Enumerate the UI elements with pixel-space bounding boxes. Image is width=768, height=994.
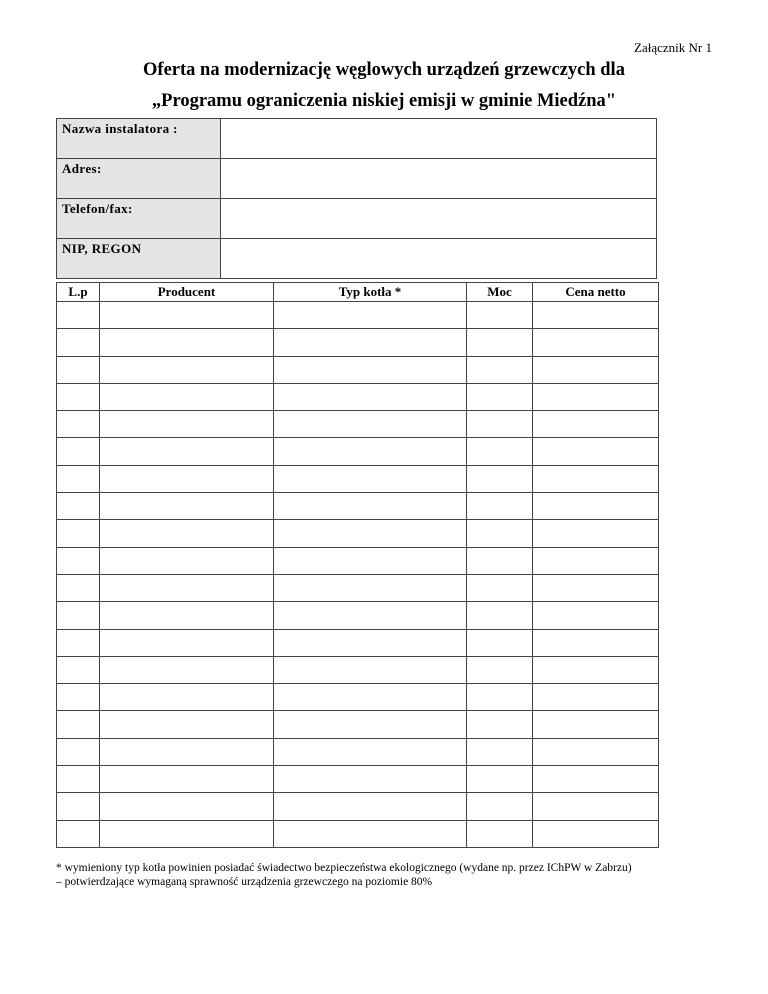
offer-cell[interactable] — [467, 711, 533, 738]
offer-cell[interactable] — [100, 520, 274, 547]
offer-cell[interactable] — [467, 493, 533, 520]
footnote-line1: * wymieniony typ kotła powinien posiadać świadectwo bezpieczeństwa ekologicznego (wydane np. przez IChPW w Zabrzu) — [56, 862, 632, 874]
info-value-name[interactable] — [221, 119, 657, 159]
offer-row — [57, 820, 659, 847]
offer-cell[interactable] — [533, 738, 659, 765]
info-row-phone — [57, 199, 657, 239]
offer-cell[interactable] — [100, 383, 274, 410]
offer-cell[interactable] — [533, 465, 659, 492]
offer-cell[interactable] — [533, 793, 659, 820]
offer-cell[interactable] — [467, 738, 533, 765]
offer-cell[interactable] — [100, 302, 274, 329]
offer-cell[interactable] — [274, 574, 467, 601]
offer-cell[interactable] — [533, 820, 659, 847]
installer-info-table — [56, 118, 657, 279]
offer-cell[interactable] — [467, 356, 533, 383]
offer-cell[interactable] — [100, 711, 274, 738]
offer-cell[interactable] — [467, 793, 533, 820]
offer-cell[interactable] — [533, 574, 659, 601]
offer-cell[interactable] — [274, 738, 467, 765]
offer-cell[interactable] — [100, 465, 274, 492]
offer-cell[interactable] — [274, 520, 467, 547]
offer-cell[interactable] — [274, 302, 467, 329]
offer-row — [57, 793, 659, 820]
offer-row — [57, 411, 659, 438]
offer-cell[interactable] — [533, 766, 659, 793]
offer-cell[interactable] — [57, 629, 100, 656]
form-title-line1: Oferta na modernizację węglowych urządzeń grzewczych dla — [143, 60, 625, 80]
offer-row — [57, 602, 659, 629]
offer-row — [57, 684, 659, 711]
offer-cell[interactable] — [274, 602, 467, 629]
offer-cell[interactable] — [467, 438, 533, 465]
offer-cell[interactable] — [533, 629, 659, 656]
offer-cell[interactable] — [274, 793, 467, 820]
offer-cell[interactable] — [100, 411, 274, 438]
offer-cell[interactable] — [533, 411, 659, 438]
offer-cell[interactable] — [274, 411, 467, 438]
footnote-line2: – potwierdzające wymaganą sprawność urządzenia grzewczego na poziomie 80% — [56, 876, 433, 888]
offer-cell[interactable] — [533, 438, 659, 465]
offer-cell[interactable] — [100, 329, 274, 356]
header-producer: Producent — [100, 283, 274, 302]
offer-cell[interactable] — [100, 438, 274, 465]
offer-row — [57, 766, 659, 793]
info-label-address: Adres: — [57, 159, 221, 199]
offer-cell[interactable] — [57, 738, 100, 765]
offer-cell[interactable] — [467, 629, 533, 656]
offer-cell[interactable] — [467, 383, 533, 410]
offer-cell[interactable] — [100, 547, 274, 574]
annex-label: Załącznik Nr 1 — [634, 40, 712, 55]
offer-cell[interactable] — [100, 574, 274, 601]
offer-cell[interactable] — [274, 493, 467, 520]
offer-cell[interactable] — [533, 520, 659, 547]
offer-cell[interactable] — [100, 738, 274, 765]
offer-cell[interactable] — [274, 766, 467, 793]
info-row-address — [57, 159, 657, 199]
offer-cell[interactable] — [100, 766, 274, 793]
offer-cell[interactable] — [533, 383, 659, 410]
offer-cell[interactable] — [467, 329, 533, 356]
offer-cell[interactable] — [467, 411, 533, 438]
offer-row — [57, 629, 659, 656]
offer-cell[interactable] — [57, 766, 100, 793]
offer-cell[interactable] — [274, 356, 467, 383]
offer-cell[interactable] — [533, 656, 659, 683]
offer-cell[interactable] — [100, 684, 274, 711]
offer-cell[interactable] — [467, 820, 533, 847]
offer-cell[interactable] — [274, 684, 467, 711]
offer-header-row — [57, 283, 659, 302]
offer-cell[interactable] — [100, 356, 274, 383]
offer-cell[interactable] — [57, 684, 100, 711]
offer-cell[interactable] — [467, 574, 533, 601]
info-value-address[interactable] — [221, 159, 657, 199]
offer-cell[interactable] — [274, 547, 467, 574]
offer-cell[interactable] — [57, 602, 100, 629]
offer-cell[interactable] — [533, 493, 659, 520]
info-label-nip: NIP, REGON — [57, 239, 221, 279]
info-label-name: Nazwa instalatora : — [57, 119, 221, 159]
info-value-phone[interactable] — [221, 199, 657, 239]
offer-cell[interactable] — [274, 383, 467, 410]
header-power: Moc — [467, 283, 533, 302]
offer-row — [57, 493, 659, 520]
offer-row — [57, 302, 659, 329]
offer-cell[interactable] — [467, 302, 533, 329]
offer-cell[interactable] — [533, 302, 659, 329]
offer-cell[interactable] — [533, 547, 659, 574]
offer-cell[interactable] — [274, 820, 467, 847]
offer-row — [57, 383, 659, 410]
offer-cell[interactable] — [467, 547, 533, 574]
offer-cell[interactable] — [57, 711, 100, 738]
footnote — [56, 861, 736, 889]
offer-cell[interactable] — [467, 656, 533, 683]
offer-row — [57, 465, 659, 492]
offer-row — [57, 356, 659, 383]
offer-cell[interactable] — [57, 411, 100, 438]
header-lp: L.p — [57, 283, 100, 302]
offer-cell[interactable] — [274, 438, 467, 465]
offer-cell[interactable] — [467, 520, 533, 547]
offer-cell[interactable] — [533, 684, 659, 711]
offer-cell[interactable] — [57, 656, 100, 683]
offer-cell[interactable] — [100, 629, 274, 656]
offer-cell[interactable] — [533, 356, 659, 383]
offer-cell[interactable] — [100, 602, 274, 629]
offer-cell[interactable] — [57, 820, 100, 847]
offer-cell[interactable] — [100, 656, 274, 683]
offer-cell[interactable] — [57, 520, 100, 547]
offer-cell[interactable] — [467, 684, 533, 711]
offer-cell[interactable] — [57, 547, 100, 574]
offer-cell[interactable] — [100, 793, 274, 820]
offer-row — [57, 738, 659, 765]
offer-row — [57, 656, 659, 683]
offer-cell[interactable] — [100, 493, 274, 520]
offer-cell[interactable] — [57, 383, 100, 410]
offer-cell[interactable] — [57, 465, 100, 492]
offer-cell[interactable] — [274, 711, 467, 738]
offer-cell[interactable] — [274, 656, 467, 683]
offer-cell[interactable] — [533, 602, 659, 629]
offer-cell[interactable] — [57, 574, 100, 601]
offer-cell[interactable] — [57, 356, 100, 383]
offer-cell[interactable] — [274, 629, 467, 656]
offer-cell[interactable] — [57, 493, 100, 520]
offer-row — [57, 574, 659, 601]
offer-cell[interactable] — [100, 820, 274, 847]
offer-row — [57, 711, 659, 738]
info-value-nip[interactable] — [221, 239, 657, 279]
info-row-name — [57, 119, 657, 159]
offer-cell[interactable] — [57, 438, 100, 465]
offer-cell[interactable] — [274, 329, 467, 356]
offer-cell[interactable] — [467, 766, 533, 793]
offer-cell[interactable] — [57, 302, 100, 329]
offer-row — [57, 547, 659, 574]
offer-row — [57, 329, 659, 356]
offer-cell[interactable] — [533, 329, 659, 356]
form-title-line2: „Programu ograniczenia niskiej emisji w gminie Miedźna" — [151, 91, 617, 111]
header-boiler-type: Typ kotła * — [274, 283, 467, 302]
offer-cell[interactable] — [274, 465, 467, 492]
info-row-nip — [57, 239, 657, 279]
offer-row — [57, 438, 659, 465]
offer-cell[interactable] — [57, 793, 100, 820]
offer-cell[interactable] — [467, 465, 533, 492]
offer-cell[interactable] — [467, 602, 533, 629]
info-label-phone: Telefon/fax: — [57, 199, 221, 239]
offer-cell[interactable] — [57, 329, 100, 356]
offer-row — [57, 520, 659, 547]
offer-cell[interactable] — [533, 711, 659, 738]
header-net-price: Cena netto — [533, 283, 659, 302]
offer-table — [56, 282, 659, 848]
